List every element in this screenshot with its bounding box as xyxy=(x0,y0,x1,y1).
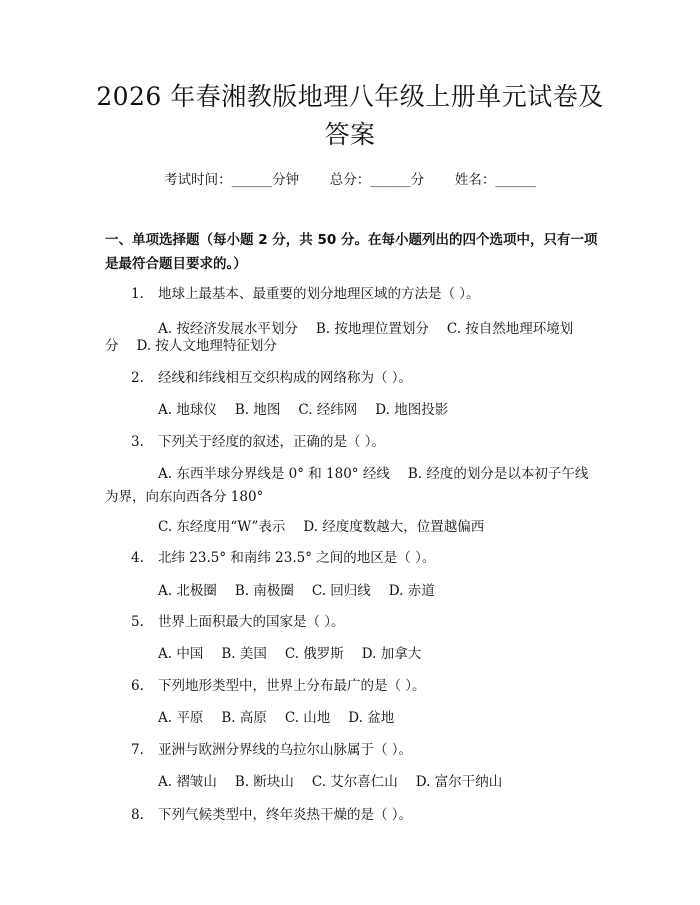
option-b: B. 按地理位置划分 xyxy=(315,321,429,337)
question-1-options-line2 xyxy=(105,334,277,354)
question-number: 4. xyxy=(131,550,144,566)
question-2-options xyxy=(158,398,448,418)
option-b: B. 南极圈 xyxy=(234,583,294,599)
question-number: 3. xyxy=(131,434,144,450)
question-number: 8. xyxy=(131,807,144,823)
question-7-options xyxy=(158,770,502,790)
option-c: C. 艾尔喜仁山 xyxy=(311,774,398,790)
option-c: C. 俄罗斯 xyxy=(284,646,344,662)
option-b: B. 地图 xyxy=(234,402,281,418)
score-unit: 分 xyxy=(410,172,425,188)
option-a: A. 中国 xyxy=(158,646,204,662)
question-text: 下列地形类型中，世界上分布最广的是（ ）。 xyxy=(158,678,426,694)
option-b-continued: 为界，向东向西各分 180° xyxy=(105,489,264,505)
score-blank: ______ xyxy=(370,172,411,188)
option-a: A. 平原 xyxy=(158,710,204,726)
question-3-options-line1 xyxy=(158,462,588,482)
question-8 xyxy=(131,803,412,823)
question-number: 7. xyxy=(131,742,144,758)
question-6 xyxy=(131,674,426,694)
option-c-continued: 分 xyxy=(105,338,119,354)
section-heading xyxy=(105,228,605,276)
page-title-line2: 答案 xyxy=(324,120,376,149)
question-number: 2. xyxy=(131,370,144,386)
time-blank: ______ xyxy=(231,172,273,188)
question-number: 6. xyxy=(131,678,144,694)
option-b: B. 断块山 xyxy=(234,774,294,790)
question-number: 1. xyxy=(131,286,144,302)
option-c: C. 经纬网 xyxy=(298,402,358,418)
option-b: B. 美国 xyxy=(221,646,267,662)
section-heading-line1: 一、单项选择题（每小题 2 分，共 50 分。在每小题列出的四个选项中，只有一项 xyxy=(105,232,598,248)
question-3-options-line2 xyxy=(105,485,263,505)
question-5 xyxy=(131,610,345,630)
question-text: 亚洲与欧洲分界线的乌拉尔山脉属于（ ）。 xyxy=(158,742,413,758)
option-d: D. 富尔干纳山 xyxy=(415,774,503,790)
option-c: C. 山地 xyxy=(284,710,331,726)
option-d: D. 盆地 xyxy=(348,710,395,726)
question-text: 地球上最基本、最重要的划分地理区域的方法是（ ）。 xyxy=(158,286,480,302)
option-d: D. 按人文地理特征划分 xyxy=(136,338,277,354)
option-b: B. 高原 xyxy=(221,710,267,726)
option-b: B. 经度的划分是以本初子午线 xyxy=(407,466,589,482)
question-text: 世界上面积最大的国家是（ ）。 xyxy=(158,614,345,630)
page-title-line1: 2026 年春湘教版地理八年级上册单元试卷及 xyxy=(96,82,604,111)
name-label: 姓名： xyxy=(454,172,496,188)
option-c: C. 回归线 xyxy=(311,583,371,599)
question-text: 下列关于经度的叙述，正确的是（ ）。 xyxy=(158,434,386,450)
section-heading-line2: 是最符合题目要求的。） xyxy=(105,256,247,272)
question-text: 下列气候类型中，终年炎热干燥的是（ ）。 xyxy=(158,807,413,823)
exam-info xyxy=(0,168,700,188)
question-text: 经线和纬线相互交织构成的网络称为（ ）。 xyxy=(158,370,413,386)
question-3-options-line3 xyxy=(158,515,484,535)
question-7 xyxy=(131,738,412,758)
question-5-options xyxy=(158,642,421,662)
option-d: D. 地图投影 xyxy=(375,402,449,418)
option-a: A. 按经济发展水平划分 xyxy=(158,321,298,337)
question-1 xyxy=(131,282,480,302)
option-a: A. 褶皱山 xyxy=(158,774,217,790)
question-2 xyxy=(131,366,412,386)
question-number: 5. xyxy=(131,614,144,630)
name-blank: ______ xyxy=(495,172,536,188)
option-d: D. 经度度数越大，位置越偏西 xyxy=(303,519,485,535)
option-d: D. 赤道 xyxy=(388,583,435,599)
option-d: D. 加拿大 xyxy=(361,646,422,662)
question-4 xyxy=(131,546,435,566)
option-a: A. 北极圈 xyxy=(158,583,217,599)
question-4-options xyxy=(158,579,435,599)
option-a: A. 东西半球分界线是 0° 和 180° 经线 xyxy=(158,466,390,482)
question-text: 北纬 23.5° 和南纬 23.5° 之间的地区是（ ）。 xyxy=(158,550,436,566)
score-label: 总分： xyxy=(329,172,371,188)
question-3 xyxy=(131,430,385,450)
question-6-options xyxy=(158,706,394,726)
time-unit: 分钟 xyxy=(272,172,300,188)
time-label: 考试时间： xyxy=(164,172,232,188)
option-c: C. 按自然地理环境划 xyxy=(446,321,574,337)
option-a: A. 地球仪 xyxy=(158,402,217,418)
option-c: C. 东经度用“W”表示 xyxy=(158,519,286,535)
